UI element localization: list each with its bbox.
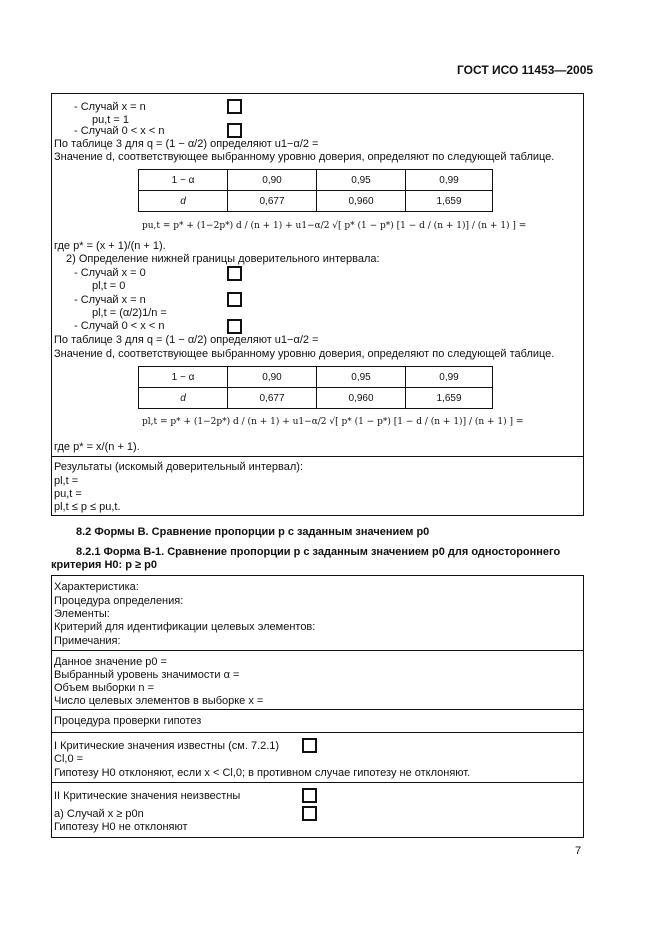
d-table-cell: 0,960 xyxy=(317,191,406,212)
results-title: Результаты (искомый доверительный интервал): xyxy=(54,461,303,473)
table3-line-lower: По таблице 3 для q = (1 − α/2) определяют u1−α/2 = xyxy=(54,334,319,346)
p-u-t-eq-1: pu,t = 1 xyxy=(92,114,130,126)
case-0-lt-x-lt-n: - Случай 0 < x < n xyxy=(74,125,165,137)
criterion-label: Критерий для идентификации целевых элементов: xyxy=(54,621,316,633)
d-table-cell: 0,90 xyxy=(228,367,317,388)
critical-known-label: I Критические значения известны (см. 7.2.1) xyxy=(54,740,280,752)
checkbox-critical-unknown[interactable] xyxy=(302,788,317,803)
critical-unknown-label: II Критические значения неизвестны xyxy=(54,790,241,802)
form-box-left-border xyxy=(51,575,52,838)
checkbox-case-x-eq-0[interactable] xyxy=(227,266,242,281)
where-upper: где p* = (x + 1)/(n + 1). xyxy=(54,240,166,252)
d-table-cell: 0,99 xyxy=(406,367,493,388)
case-0-lt-x-lt-n-2: - Случай 0 < x < n xyxy=(74,320,165,332)
upper-box-left-border xyxy=(51,93,52,516)
significance-label: Выбранный уровень значимости α = xyxy=(54,669,240,681)
formula-lower-bound: pl,t = p* + (1−2p*) d / (n + 1) + u1−α/2 √[ p* (1 − p*) [1 − d / (n + 1)] / (n + 1) ] = xyxy=(142,417,524,427)
section-8-2-heading: 8.2 Формы В. Сравнение пропорции p с заданным значением p0 xyxy=(76,526,430,538)
formula-upper-bound: pu,t = p* + (1−2p*) d / (n + 1) + u1−α/2 √[ p* (1 − p*) [1 − d / (n + 1)] / (n + 1) ] = xyxy=(142,221,527,231)
d-table-cell: 1 − α xyxy=(139,367,228,388)
d-table-cell: 0,677 xyxy=(228,388,317,409)
characteristic-label: Характеристика: xyxy=(54,581,139,593)
c-l0-label: Cl,0 = xyxy=(54,753,84,765)
form-box-bottom-border xyxy=(51,837,584,838)
d-table-upper xyxy=(138,169,493,212)
d-table-cell: d xyxy=(139,191,228,212)
form-divider-4 xyxy=(51,782,584,783)
given-p0-label: Данное значение p0 = xyxy=(54,656,167,668)
checkbox-case-x-eq-n[interactable] xyxy=(227,99,242,114)
checkbox-case-x-eq-n-2[interactable] xyxy=(227,292,242,307)
reject-rule-text: Гипотезу H0 отклоняют, если x < Cl,0; в противном случае гипотезу не отклоняют. xyxy=(54,767,471,779)
case-a-label: а) Случай x ≥ p0n xyxy=(54,808,144,820)
d-table-lower xyxy=(138,366,493,409)
form-divider-2 xyxy=(51,709,584,710)
results-divider xyxy=(51,456,584,457)
d-line-lower: Значение d, соответствующее выбранному уровню доверия, определяют по следующей таблице. xyxy=(54,348,555,360)
d-table-cell: 0,677 xyxy=(228,191,317,212)
hypothesis-procedure-label: Процедура проверки гипотез xyxy=(54,715,202,727)
d-table-cell: 1 − α xyxy=(139,170,228,191)
lower-bound-heading: 2) Определение нижней границы доверительного интервала: xyxy=(66,253,380,265)
d-table-cell: 0,95 xyxy=(317,170,406,191)
procedure-label: Процедура определения: xyxy=(54,595,184,607)
checkbox-case-a[interactable] xyxy=(302,806,317,821)
d-table-cell: 0,99 xyxy=(406,170,493,191)
section-8-2-1-heading-line2: критерия H0: p ≥ p0 xyxy=(51,559,157,571)
d-table-cell: 1,659 xyxy=(406,191,493,212)
elements-label: Элементы: xyxy=(54,608,110,620)
d-table-cell: d xyxy=(139,388,228,409)
table3-line-upper: По таблице 3 для q = (1 − α/2) определяют u1−α/2 = xyxy=(54,138,319,150)
d-table-cell: 0,960 xyxy=(317,388,406,409)
d-line-upper: Значение d, соответствующее выбранному уровню доверия, определяют по следующей таблице. xyxy=(54,151,555,163)
d-table-cell: 0,95 xyxy=(317,367,406,388)
upper-box-right-border xyxy=(583,93,584,516)
notes-label: Примечания: xyxy=(54,635,121,647)
upper-box-top-border xyxy=(51,93,584,94)
section-8-2-1-heading-line1: 8.2.1 Форма В-1. Сравнение пропорции p с заданным значением p0 для одностороннего xyxy=(76,546,561,558)
form-box-top-border xyxy=(51,575,584,576)
p-l-t-alpha: pl,t = (α/2)1/n = xyxy=(92,307,167,319)
d-table-cell: 1,659 xyxy=(406,388,493,409)
result-p-upper: pu,t = xyxy=(54,488,82,500)
not-rejected-text: Гипотезу H0 не отклоняют xyxy=(54,821,188,833)
result-interval: pl,t ≤ p ≤ pu,t. xyxy=(54,501,121,513)
result-p-lower: pl,t = xyxy=(54,475,79,487)
checkbox-case-0-lt-x-lt-n[interactable] xyxy=(227,123,242,138)
upper-box-bottom-border xyxy=(51,515,584,516)
page-number: 7 xyxy=(575,845,582,857)
checkbox-case-0-lt-x-lt-n-2[interactable] xyxy=(227,319,242,334)
target-count-label: Число целевых элементов в выборке x = xyxy=(54,695,264,707)
where-lower: где p* = x/(n + 1). xyxy=(54,441,140,453)
d-table-cell: 0,90 xyxy=(228,170,317,191)
document-id: ГОСТ ИСО 11453—2005 xyxy=(457,63,594,77)
case-x-eq-0: - Случай x = 0 xyxy=(74,267,146,279)
checkbox-critical-known[interactable] xyxy=(302,738,317,753)
case-x-eq-n-2: - Случай x = n xyxy=(74,294,146,306)
sample-size-label: Объем выборки n = xyxy=(54,682,154,694)
form-divider-1 xyxy=(51,650,584,651)
form-divider-3 xyxy=(51,732,584,733)
p-l-t-eq-0: pl,t = 0 xyxy=(92,280,126,292)
form-box-right-border xyxy=(583,575,584,838)
case-x-eq-n: - Случай x = n xyxy=(74,101,146,113)
